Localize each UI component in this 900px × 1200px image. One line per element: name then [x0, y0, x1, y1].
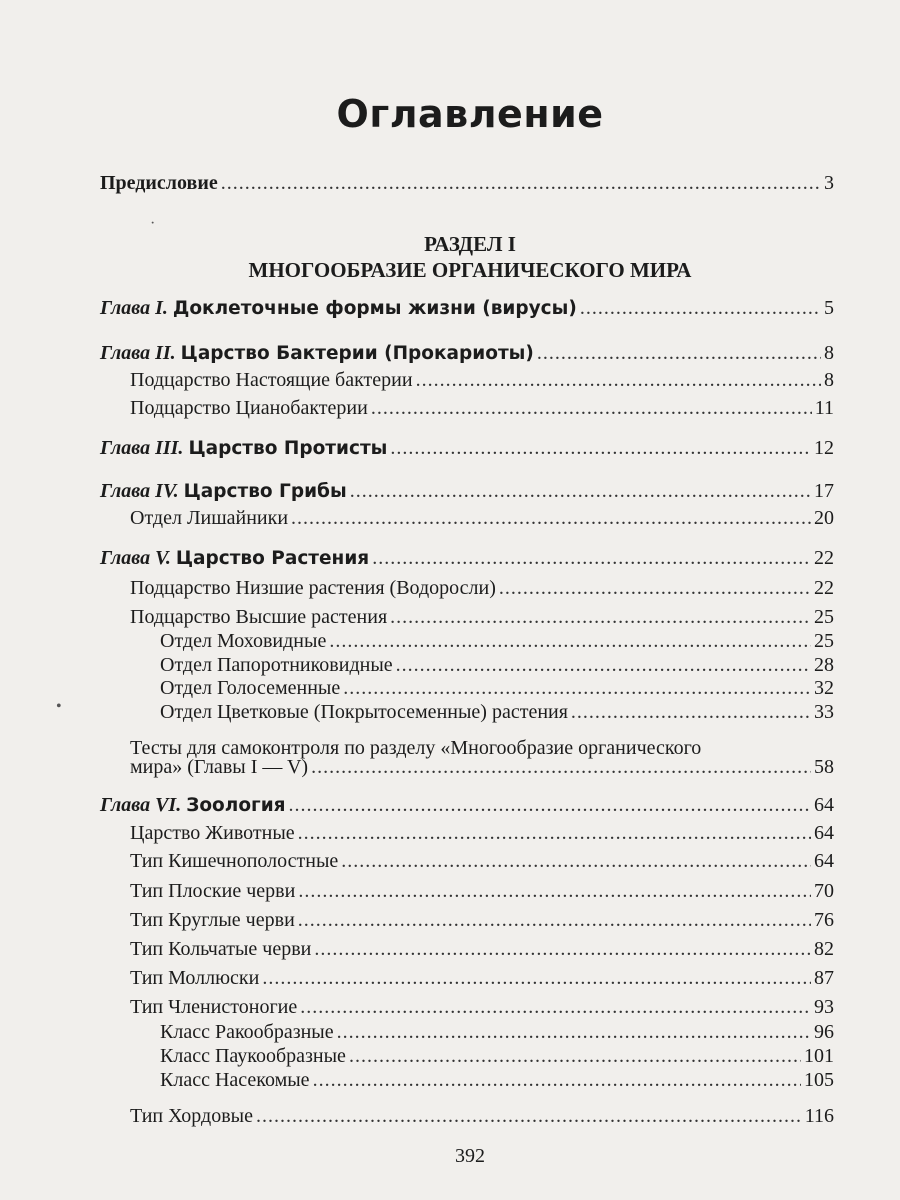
toc-entry-page: 8	[824, 369, 834, 391]
toc-entry-label	[100, 297, 577, 320]
toc-entry-page: 101	[804, 1045, 834, 1067]
chapter-name: Царство Протисты	[188, 438, 388, 459]
toc-entry-label: Подцарство Высшие растения	[130, 606, 388, 628]
dot-leader	[291, 507, 811, 530]
toc-chapter-6	[100, 794, 834, 822]
toc-chapter-4	[100, 480, 834, 508]
toc-entry-page: 25	[814, 606, 834, 628]
page-number: 392	[455, 1145, 485, 1167]
dot-leader	[416, 369, 821, 392]
toc-entry-page: 70	[814, 880, 834, 902]
toc-entry-label: Отдел Лишайники	[130, 507, 289, 529]
toc-entry-label: Класс Ракообразные	[160, 1021, 334, 1043]
toc-entry	[160, 701, 834, 729]
dot-leader	[337, 1021, 811, 1044]
toc-entry-label: Тип Плоские черви	[130, 880, 296, 902]
dot-leader	[349, 1045, 801, 1068]
toc-entry-page: 32	[814, 677, 834, 699]
toc-entry-page: 17	[814, 480, 834, 502]
dot-leader	[329, 630, 811, 653]
dot-leader	[298, 880, 811, 903]
toc-entry-page: 33	[814, 701, 834, 723]
ink-speck: •	[56, 698, 62, 715]
toc-entry-label: Тип Кишечнополостные	[130, 850, 339, 872]
dot-leader	[300, 996, 811, 1019]
dot-leader	[313, 1069, 801, 1092]
dot-leader	[289, 794, 811, 817]
dot-leader	[256, 1105, 802, 1128]
page-title: Оглавление	[336, 92, 604, 136]
dot-leader	[371, 397, 812, 420]
toc-entry-label: Класс Насекомые	[160, 1069, 310, 1091]
toc-entry-label: Тип Членистоногие	[130, 996, 298, 1018]
toc-entry	[130, 880, 834, 908]
toc-entry-label: Подцарство Низшие растения (Водоросли)	[130, 577, 496, 599]
toc-entry-label: Царство Животные	[130, 822, 295, 844]
dot-leader	[580, 297, 821, 320]
toc-entry-label	[100, 480, 347, 503]
toc-entry-page: 20	[814, 507, 834, 529]
toc-entry-page: 82	[814, 938, 834, 960]
toc-chapter-3	[100, 437, 834, 465]
chapter-name: Царство Растения	[175, 548, 370, 569]
toc-entry-page: 25	[814, 630, 834, 652]
toc-entry-label: Отдел Цветковые (Покрытосеменные) растения	[160, 701, 568, 723]
toc-entry-page: 96	[814, 1021, 834, 1043]
toc-entry-label: Тип Моллюски	[130, 967, 260, 989]
toc-entry-label-line1: Тесты для самоконтроля по разделу «Многообразие органического	[130, 737, 702, 759]
dot-leader	[314, 938, 811, 961]
toc-entry-page: 93	[814, 996, 834, 1018]
toc-chapter-2	[100, 342, 834, 370]
toc-entry-page: 116	[804, 1105, 834, 1127]
toc-entry	[130, 507, 834, 535]
toc-entry-page: 3	[824, 172, 834, 194]
toc-entry-label	[100, 342, 534, 365]
dot-leader	[390, 437, 811, 460]
dot-leader	[372, 547, 811, 570]
toc-entry-label: мира» (Главы I — V)	[130, 756, 309, 778]
toc-entry-page: 8	[824, 342, 834, 364]
toc-entry-page: 87	[814, 967, 834, 989]
toc-entry-page: 11	[814, 397, 834, 419]
dot-leader	[298, 822, 811, 845]
toc-entry-page: 12	[814, 437, 834, 459]
toc-entry-label: Подцарство Цианобактерии	[130, 397, 368, 419]
chapter-name: Царство Грибы	[183, 481, 347, 502]
toc-entry-label: Тип Круглые черви	[130, 909, 295, 931]
toc-entry	[130, 822, 834, 850]
toc-entry-page: 105	[804, 1069, 834, 1091]
dot-leader	[499, 577, 811, 600]
dot-leader	[221, 172, 821, 195]
toc-entry-label: Класс Паукообразные	[160, 1045, 346, 1067]
toc-entry	[130, 369, 834, 397]
chapter-prefix: Глава I.	[100, 297, 168, 319]
dot-leader	[311, 756, 811, 779]
dot-leader	[571, 701, 811, 724]
chapter-name: Царство Бактерии (Прокариоты)	[180, 343, 534, 364]
section-number: РАЗДЕЛ I	[424, 232, 516, 256]
toc-entry-page: 28	[814, 654, 834, 676]
dot-leader	[396, 654, 811, 677]
toc-entry-page: 22	[814, 577, 834, 599]
toc-entry-label	[100, 794, 286, 817]
toc-entry-page: 22	[814, 547, 834, 569]
chapter-name: Зоология	[186, 795, 286, 816]
chapter-prefix: Глава III.	[100, 437, 184, 459]
dot-leader	[343, 677, 811, 700]
dot-leader	[262, 967, 811, 990]
toc-entry-page: 76	[814, 909, 834, 931]
toc-entry	[130, 938, 834, 966]
toc-entry	[130, 967, 834, 995]
toc-entry	[130, 397, 834, 425]
ink-speck: ·	[150, 215, 156, 232]
toc-entry-preface	[100, 172, 834, 200]
toc-entry	[130, 577, 834, 605]
toc-entry-label	[100, 437, 387, 460]
toc-entry	[130, 909, 834, 937]
chapter-name: Доклеточные формы жизни (вирусы)	[172, 298, 577, 319]
toc-entry-label: Предисловие	[100, 172, 218, 194]
toc-entry-label: Тип Кольчатые черви	[130, 938, 312, 960]
dot-leader	[537, 342, 821, 365]
toc-entry-page: 64	[814, 822, 834, 844]
toc-entry	[130, 1105, 834, 1133]
dot-leader	[341, 850, 811, 873]
chapter-prefix: Глава IV.	[100, 480, 179, 502]
toc-entry-tests	[130, 756, 834, 784]
toc-entry-label: Подцарство Настоящие бактерии	[130, 369, 413, 391]
toc-entry	[160, 1069, 834, 1097]
dot-leader	[390, 606, 811, 629]
toc-entry-page: 64	[814, 794, 834, 816]
section-title: МНОГООБРАЗИЕ ОРГАНИЧЕСКОГО МИРА	[248, 258, 692, 282]
chapter-prefix: Глава V.	[100, 547, 171, 569]
toc-chapter-1	[100, 297, 834, 325]
toc-entry-label: Тип Хордовые	[130, 1105, 253, 1127]
toc-entry-page: 58	[814, 756, 834, 778]
toc-entry-page: 64	[814, 850, 834, 872]
dot-leader	[298, 909, 811, 932]
toc-entry	[130, 996, 834, 1024]
toc-entry	[130, 850, 834, 878]
toc-entry-label	[100, 547, 369, 570]
toc-chapter-5	[100, 547, 834, 575]
dot-leader	[350, 480, 811, 503]
toc-entry-label: Отдел Моховидные	[160, 630, 327, 652]
chapter-prefix: Глава II.	[100, 342, 176, 364]
toc-entry-label: Отдел Папоротниковидные	[160, 654, 393, 676]
toc-entry-page: 5	[824, 297, 834, 319]
chapter-prefix: Глава VI.	[100, 794, 182, 816]
toc-entry-label: Отдел Голосеменные	[160, 677, 341, 699]
